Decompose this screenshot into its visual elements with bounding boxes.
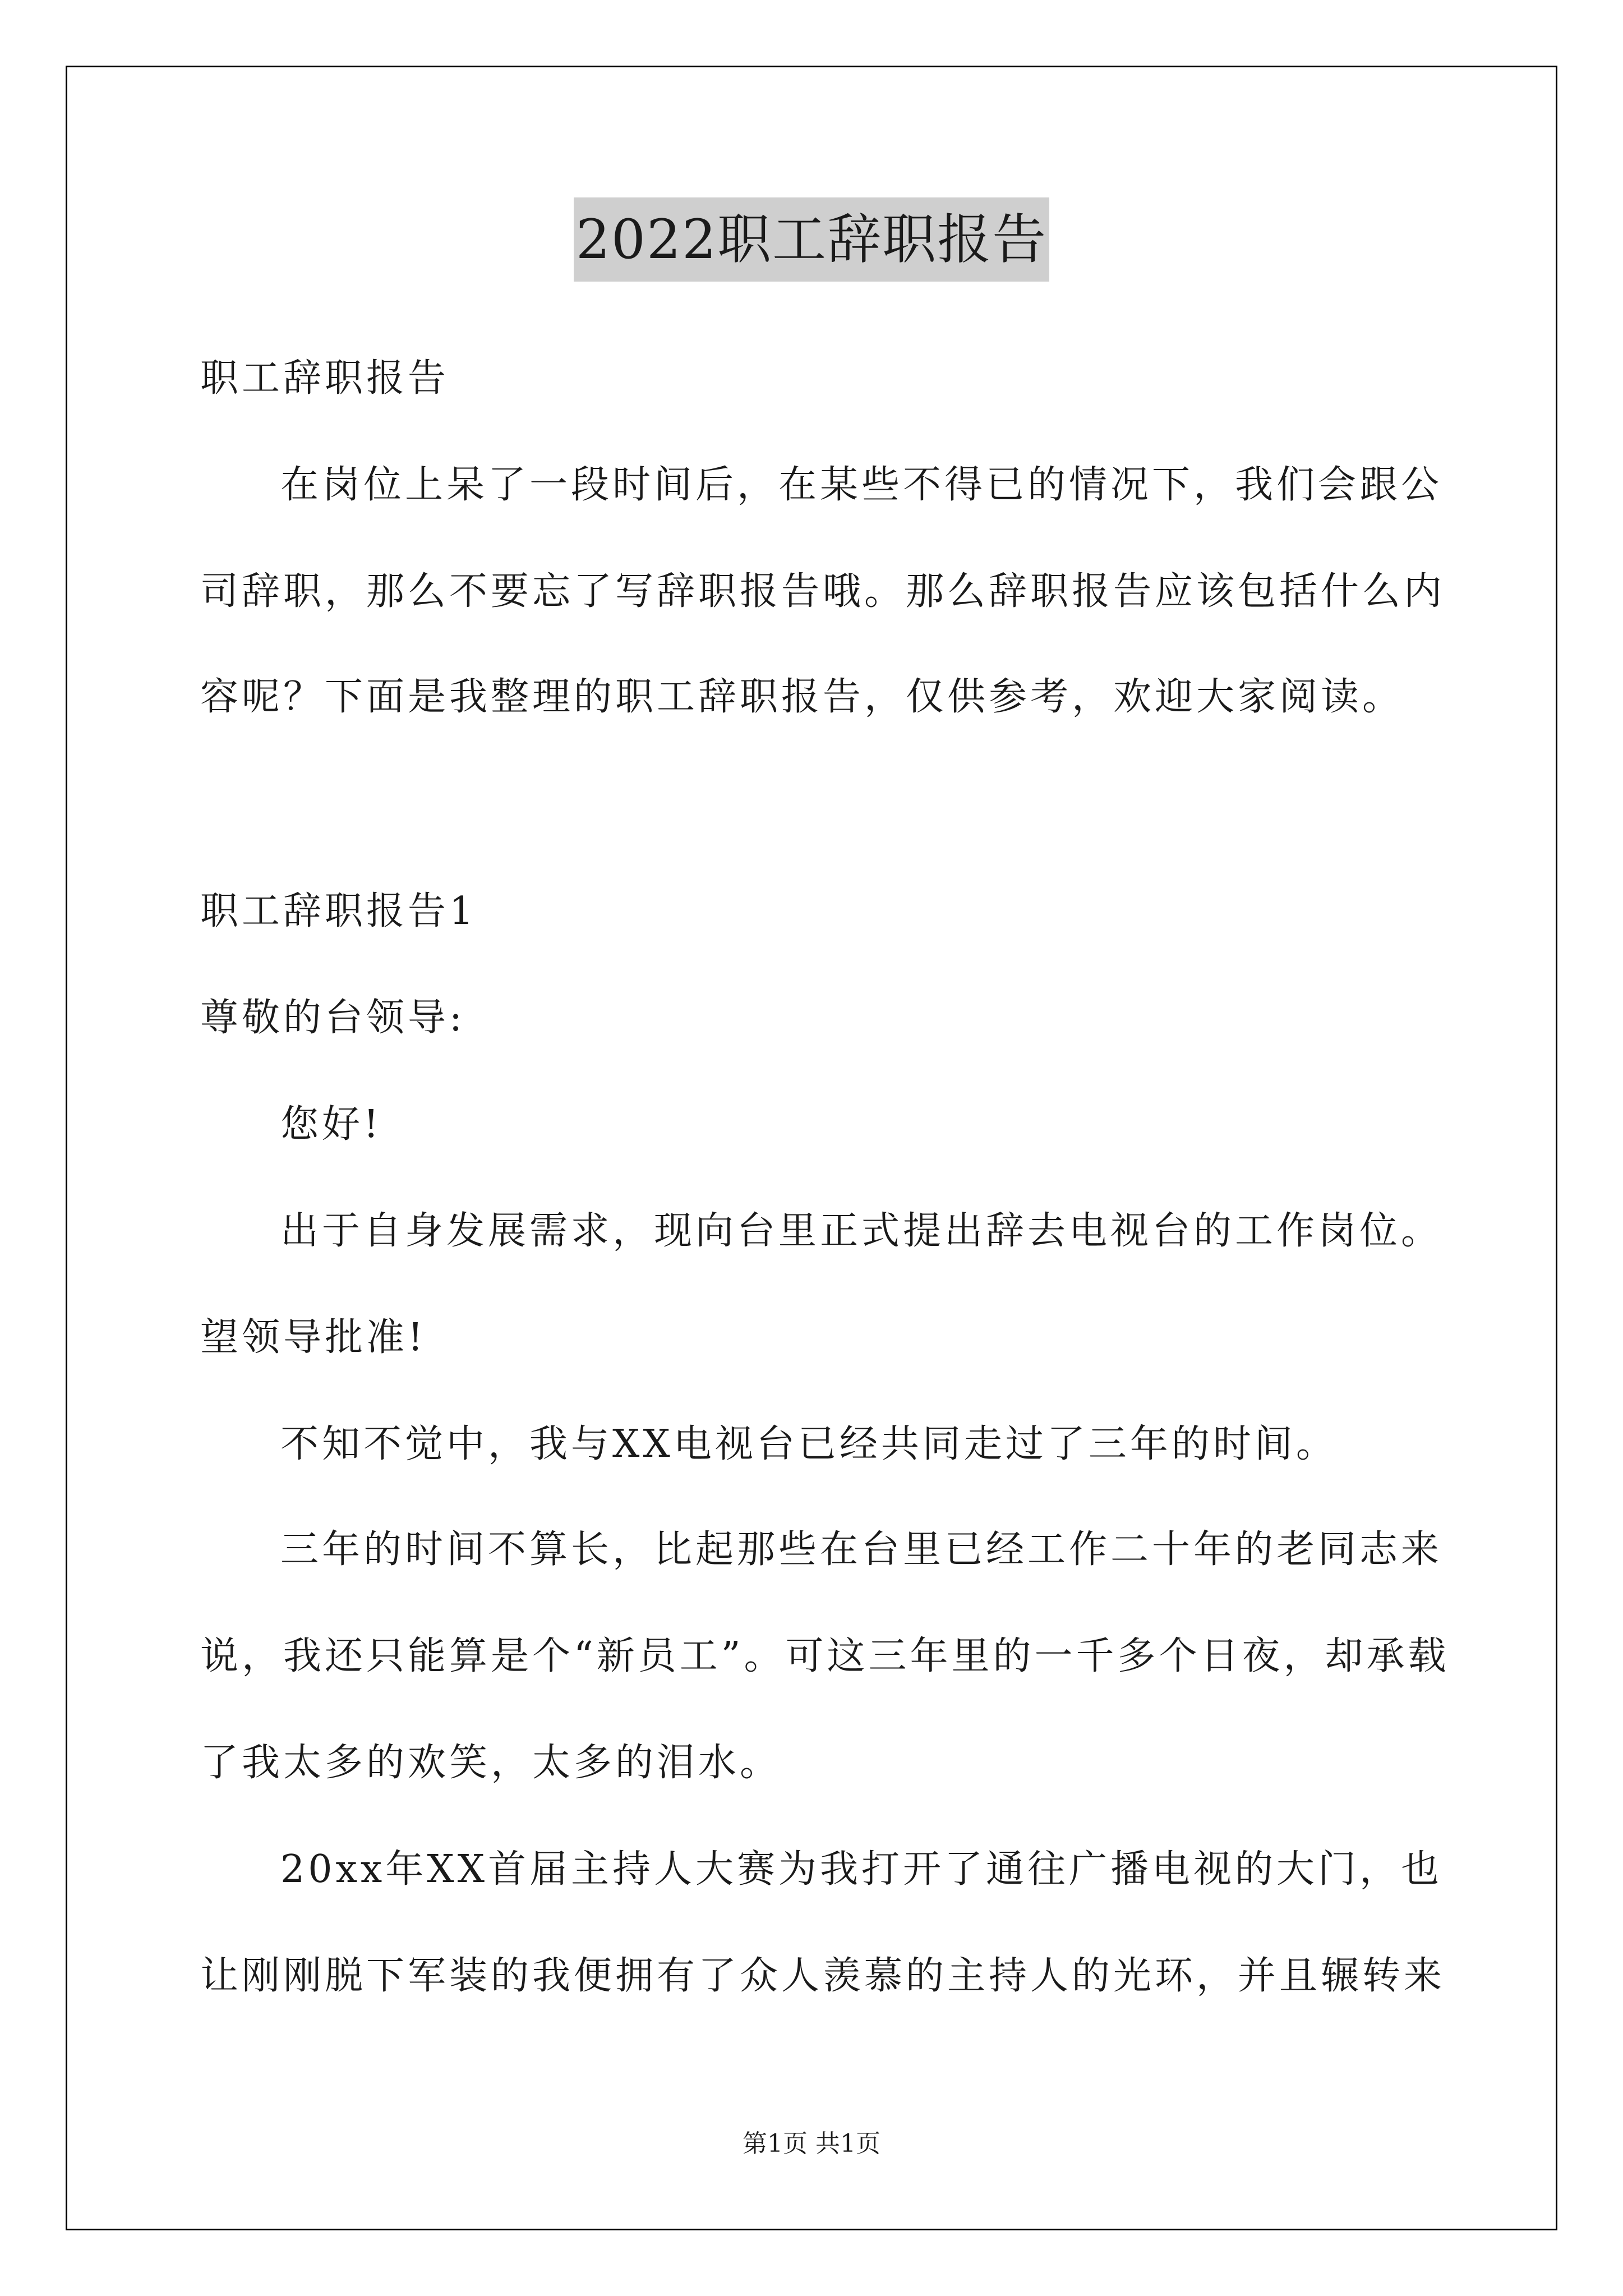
salutation: 尊敬的台领导: [200,996,465,1040]
paragraph-line: 容呢？下面是我整理的职工辞职报告，仅供参考，欢迎大家阅读。 [200,675,1404,719]
paragraph-line: 不知不觉中，我与XX电视台已经共同走过了三年的时间。 [280,1422,1338,1466]
paragraph-line: 让刚刚脱下军装的我便拥有了众人羡慕的主持人的光环，并且辗转来 [200,1954,1446,1998]
paragraph-line: 望领导批准! [200,1315,427,1360]
paragraph-line: 出于自身发展需求，现向台里正式提出辞去电视台的工作岗位。 [280,1209,1443,1253]
section-heading: 职工辞职报告1 [200,889,477,933]
paragraph-line: 司辞职，那么不要忘了写辞职报告哦。那么辞职报告应该包括什么内 [200,569,1446,614]
subtitle: 职工辞职报告 [200,356,450,401]
greeting: 您好! [280,1102,382,1147]
paragraph-line: 20xx年XX首届主持人大赛为我打开了通往广播电视的大门，也 [280,1847,1443,1892]
paragraph-line: 在岗位上呆了一段时间后，在某些不得已的情况下，我们会跟公 [280,463,1443,507]
paragraph-line: 了我太多的欢笑，太多的泪水。 [200,1741,782,1785]
page-footer: 第1页 共1页 [743,2129,880,2158]
title-container [0,197,1623,282]
paragraph-line: 说，我还只能算是个“新员工”。可这三年里的一千多个日夜，却承载 [200,1634,1450,1678]
document-title: 2022职工辞职报告 [574,197,1049,282]
paragraph-line: 三年的时间不算长，比起那些在台里已经工作二十年的老同志来 [280,1527,1443,1572]
